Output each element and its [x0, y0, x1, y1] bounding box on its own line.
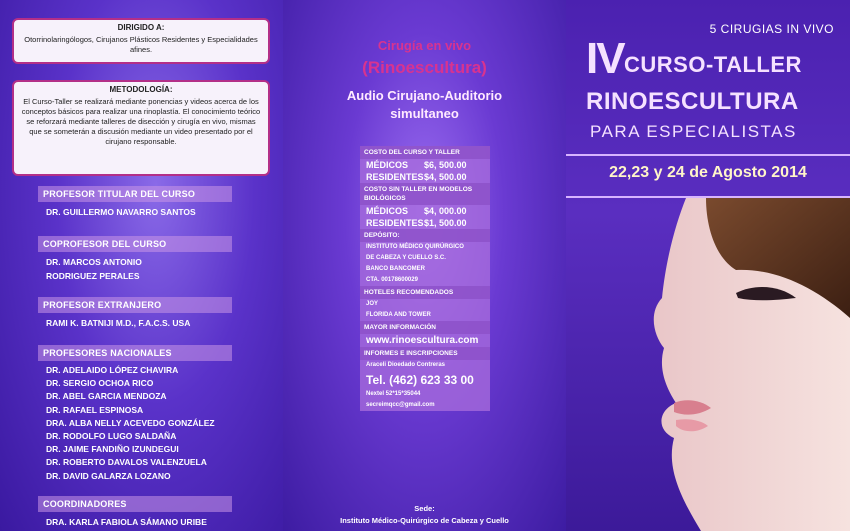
cirugia-title: Cirugía en vivo [377, 38, 472, 53]
website-link[interactable]: www.rinoescultura.com [366, 335, 479, 346]
left-panel [0, 0, 283, 531]
metodologia-text: El Curso-Taller se realizará mediante ponencias y videos acerca de los conceptos básicos para realizar una rinoplastía. El conocimiento teórico se reforzará mediante talleres de disección y cirugía en vivo, mismas que se someterán a discusión mediante un video presentado por el cirujano responsable. [21, 96, 261, 147]
email[interactable]: secreimqcc@gmail.com [366, 402, 435, 408]
simultaneo-line: simultaneo [390, 106, 459, 121]
dirigido-box [12, 18, 270, 64]
professor-name: DR. SERGIO OCHOA RICO [46, 378, 154, 389]
section-profesor-titular [38, 186, 232, 221]
price-row: RESIDENTES $1, 500.00 [366, 218, 467, 228]
woman-profile-image [566, 198, 850, 531]
informes-header: INFORMES E INSCRIPCIONES [360, 347, 490, 360]
section-title: COORDINADORES [38, 496, 232, 512]
audio-line: Audio Cirujano-Auditorio [346, 88, 503, 103]
professor-name: DR. DAVID GALARZA LOZANO [46, 470, 171, 481]
dirigido-heading: DIRIGIDO A: [117, 23, 165, 32]
professor-name: RAMI K. BATNIJI M.D., F.A.C.S. USA [46, 318, 191, 328]
curso-taller-title: CURSO-TALLER [624, 52, 802, 77]
deposito-header: DEPÓSITO: [360, 229, 490, 242]
deposito-line: DE CABEZA Y CUELLO S.C. [366, 255, 446, 261]
section-coprofesor [38, 236, 232, 285]
sin-taller-header: COSTO SIN TALLER EN MODELOS BIOLÓGICOS [360, 183, 490, 205]
professor-name: DR. JAIME FANDIÑO IZUNDEGUI [46, 444, 179, 455]
professor-name: DR. ROBERTO DAVALOS VALENZUELA [46, 457, 207, 468]
price-row: RESIDENTES $4, 500.00 [366, 172, 467, 182]
section-title: PROFESOR TITULAR DEL CURSO [38, 186, 232, 202]
deposito-line: CTA. 00178600029 [366, 277, 418, 283]
professor-name: RODRIGUEZ PERALES [46, 271, 140, 281]
professor-name: DR. MARCOS ANTONIO [46, 257, 142, 267]
para-especialistas: PARA ESPECIALISTAS [590, 122, 797, 141]
section-title: PROFESORES NACIONALES [38, 345, 232, 361]
rinoescultura-title: (Rinoescultura) [362, 58, 487, 77]
section-title: COPROFESOR DEL CURSO [38, 236, 232, 252]
divider [566, 154, 850, 156]
sede-label: Sede: [414, 504, 435, 513]
contact-name: Araceli Dioedado Contreras [366, 362, 446, 368]
middle-panel [283, 0, 566, 531]
dirigido-text: Otorrinolaringólogos, Cirujanos Plásticos Residentes y Especialidades afines. [24, 34, 258, 54]
section-profesor-extranjero [38, 297, 232, 332]
hoteles-header: HOTELES RECOMENDADOS [360, 286, 490, 299]
metodologia-heading: METODOLOGÍA: [109, 85, 173, 94]
hotel-name: FLORIDA AND TOWER [366, 312, 431, 318]
price-row: MÉDICOS $4, 000.00 [366, 206, 467, 216]
costo-header: COSTO DEL CURSO Y TALLER [360, 146, 490, 159]
section-title: PROFESOR EXTRANJERO [38, 297, 232, 313]
nextel: Nextel 52*15*35044 [366, 391, 421, 397]
hotel-name: JOY [366, 301, 379, 307]
section-profesores-nacionales [38, 345, 232, 485]
mayor-header: MAYOR INFORMACIÓN [360, 321, 490, 334]
right-panel [566, 0, 850, 531]
professor-name: DR. ABEL GARCIA MENDOZA [46, 391, 167, 402]
deposito-line: BANCO BANCOMER [366, 266, 425, 272]
phone-number: Tel. (462) 623 33 00 [366, 373, 474, 387]
section-coordinadores [38, 496, 232, 531]
professor-name: DRA. KARLA FABIOLA SÁMANO URIBE [46, 517, 207, 527]
cost-box [360, 146, 490, 411]
sede-text: Instituto Médico-Quirúrgico de Cabeza y Cuello [340, 516, 509, 525]
professor-name: DR. GUILLERMO NAVARRO SANTOS [46, 207, 196, 217]
rinoescultura-heading: RINOESCULTURA [586, 88, 799, 115]
professor-name: DRA. ALBA NELLY ACEVEDO GONZÁLEZ [46, 417, 215, 428]
roman-numeral: IV [586, 34, 624, 83]
event-date: 22,23 y 24 de Agosto 2014 [609, 164, 807, 181]
price-row: MÉDICOS $6, 500.00 [366, 160, 467, 170]
deposito-line: INSTITUTO MÉDICO QUIRÚRGICO [366, 244, 464, 250]
metodologia-box [12, 80, 270, 176]
professor-name: DR. RAFAEL ESPINOSA [46, 404, 144, 415]
professor-name: DR. ADELAIDO LÓPEZ CHAVIRA [46, 365, 179, 375]
professor-name: DR. RODOLFO LUGO SALDAÑA [46, 431, 177, 442]
cirugias-in-vivo: 5 CIRUGIAS IN VIVO [709, 22, 834, 36]
